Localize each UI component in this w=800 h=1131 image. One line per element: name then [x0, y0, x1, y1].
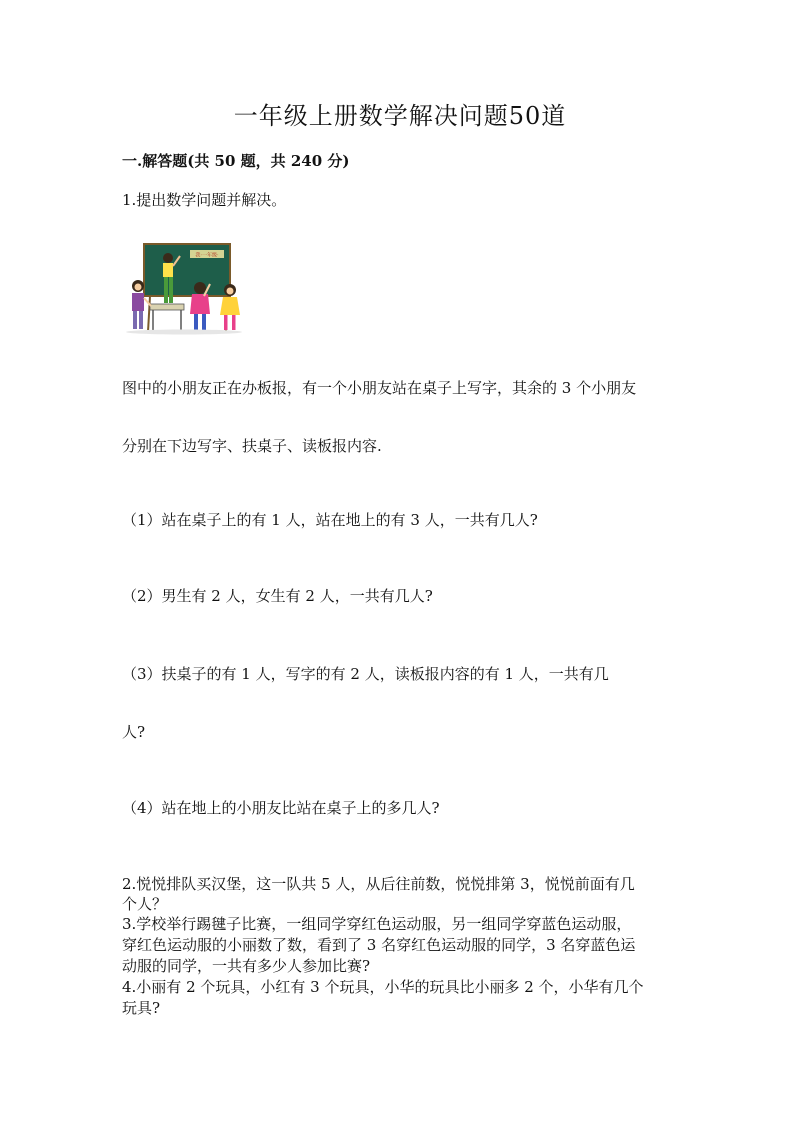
question-1-prompt: 1.提出数学问题并解决。 [122, 191, 287, 209]
question-1-sub-3-line-2: 人? [122, 723, 146, 741]
children-blackboard-illustration [120, 240, 248, 336]
question-2-line-2: 个人？ [122, 895, 168, 913]
table [150, 304, 184, 310]
question-1-sub-4: （4）站在地上的小朋友比站在桌子上的多几人? [122, 799, 440, 817]
question-3-line-1: 3.学校举行踢毽子比赛，一组同学穿红色运动服，另一组同学穿蓝色运动服， [122, 915, 632, 933]
page-title: 一年级上册数学解决问题50道 [233, 102, 567, 130]
section-heading: 一.解答题(共 50 题，共 240 分) [122, 152, 350, 170]
question-1-sub-1: （1）站在桌子上的有 1 人，站在地上的有 3 人，一共有几人? [122, 511, 538, 529]
question-4-line-2: 玩具? [122, 999, 161, 1017]
child-writing-below [194, 282, 206, 294]
question-1-sub-3-line-1: （3）扶桌子的有 1 人，写字的有 2 人，读板报内容的有 1 人，一共有几 [122, 665, 609, 683]
question-1-description-line-2: 分别在下边写字、扶桌子、读板报内容. [122, 437, 382, 455]
question-4-line-1: 4.小丽有 2 个玩具，小红有 3 个玩具，小华的玩具比小丽多 2 个，小华有几个 [122, 978, 644, 996]
board-banner-text: 我·一年级· [195, 252, 219, 259]
question-1-description-line-1: 图中的小朋友正在办板报，有一个小朋友站在桌子上写字，其余的 3 个小朋友 [122, 379, 637, 397]
question-3-line-3: 动服的同学，一共有多少人参加比赛? [122, 957, 371, 975]
question-3-line-2: 穿红色运动服的小丽数了数，看到了 3 名穿红色运动服的同学，3 名穿蓝色运 [122, 936, 636, 954]
question-1-sub-2: （2）男生有 2 人，女生有 2 人，一共有几人? [122, 587, 433, 605]
child-on-table [163, 253, 173, 263]
question-2-line-1: 2.悦悦排队买汉堡，这一队共 5 人，从后往前数，悦悦排第 3，悦悦前面有几 [122, 875, 635, 893]
